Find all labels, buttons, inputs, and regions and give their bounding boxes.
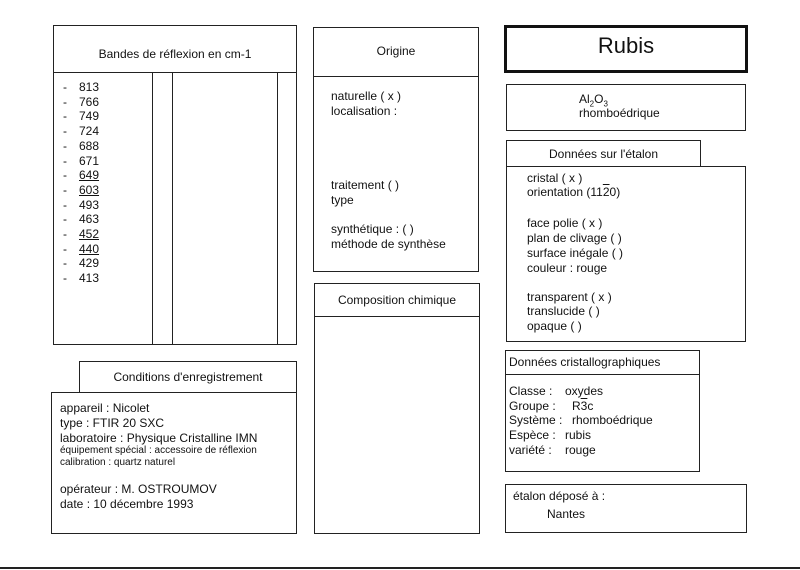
conditions-equipement: équipement spécial : accessoire de réflexion xyxy=(60,445,257,456)
cristallo-classe-label: Classe : xyxy=(509,384,553,398)
band-dash: - xyxy=(63,271,67,286)
band-row xyxy=(63,227,99,242)
conditions-calibration: calibration : quartz naturel xyxy=(60,457,176,468)
band-dash: - xyxy=(63,241,67,256)
cristallo-variete-label: variété : xyxy=(509,443,552,457)
conditions-date: date : 10 décembre 1993 xyxy=(60,497,194,511)
origine-header-divider xyxy=(313,76,479,77)
origine-synthetique: synthétique : ( ) xyxy=(331,222,414,236)
band-row xyxy=(63,139,99,154)
band-dash: - xyxy=(63,109,67,124)
band-row xyxy=(63,198,99,213)
origine-localisation: localisation : xyxy=(331,104,398,118)
mineral-system: rhomboédrique xyxy=(579,106,660,120)
band-dash: - xyxy=(63,80,67,94)
band-value: 688 xyxy=(79,138,100,153)
bands-col-divider-1 xyxy=(152,72,153,345)
band-value: 749 xyxy=(79,109,100,124)
depot-place: Nantes xyxy=(547,507,586,521)
band-dash: - xyxy=(63,256,67,271)
conditions-type: type : FTIR 20 SXC xyxy=(60,416,165,430)
conditions-operateur: opérateur : M. OSTROUMOV xyxy=(60,482,217,496)
band-row xyxy=(63,154,99,169)
etalon-couleur: couleur : rouge xyxy=(527,261,608,275)
bands-title: Bandes de réflexion en cm-1 xyxy=(98,47,252,61)
etalon-title: Données sur l'étalon xyxy=(506,140,701,167)
band-row xyxy=(63,242,99,257)
formula-text: $Al_2O_3$ xyxy=(579,92,608,109)
cristallo-classe-value: oxydes xyxy=(565,384,604,398)
etalon-opaque: opaque ( ) xyxy=(527,319,582,333)
groupe-bar-digit: 3 xyxy=(580,399,588,413)
band-row xyxy=(63,183,99,198)
band-value: 452 xyxy=(79,227,100,242)
bands-col-divider-3 xyxy=(277,72,278,345)
groupe-r: R xyxy=(572,399,581,413)
cristallo-espece-label: Espèce : xyxy=(509,428,556,442)
cristallo-header-divider xyxy=(505,374,700,375)
band-dash: - xyxy=(63,153,67,168)
cristallo-title: Données cristallographiques xyxy=(509,355,661,369)
band-value: 671 xyxy=(79,153,100,168)
band-value: 603 xyxy=(79,182,100,197)
band-value: 813 xyxy=(79,80,100,94)
band-dash: - xyxy=(63,94,67,109)
bottom-rule xyxy=(0,567,800,569)
etalon-translucide: translucide ( ) xyxy=(527,304,600,318)
composition-header-divider xyxy=(314,316,480,317)
band-row xyxy=(63,80,99,95)
band-dash: - xyxy=(63,212,67,227)
etalon-plan-clivage: plan de clivage ( ) xyxy=(527,231,622,245)
band-value: 766 xyxy=(79,94,100,109)
orientation-prefix: orientation (11 xyxy=(527,185,603,199)
band-dash: - xyxy=(63,124,67,139)
conditions-title: Conditions d'enregistrement xyxy=(79,361,297,393)
band-row xyxy=(63,124,99,139)
band-row xyxy=(63,256,99,271)
band-row xyxy=(63,109,99,124)
cristallo-groupe-value xyxy=(572,399,593,414)
origine-naturelle: naturelle ( x ) xyxy=(331,89,402,103)
etalon-face-polie: face polie ( x ) xyxy=(527,216,603,230)
conditions-appareil: appareil : Nicolet xyxy=(60,401,150,415)
origine-methode: méthode de synthèse xyxy=(331,237,446,251)
composition-title: Composition chimique xyxy=(337,293,457,307)
band-value: 724 xyxy=(79,124,100,139)
band-value: 413 xyxy=(79,271,100,286)
band-value: 429 xyxy=(79,256,100,271)
depot-label: étalon déposé à : xyxy=(513,489,606,503)
band-row xyxy=(63,271,99,286)
band-value: 463 xyxy=(79,212,100,227)
mineral-name: Rubis xyxy=(597,33,655,58)
bands-col-divider-2 xyxy=(172,72,173,345)
conditions-laboratoire: laboratoire : Physique Cristalline IMN xyxy=(60,431,258,445)
band-dash: - xyxy=(63,182,67,197)
orientation-suffix: 0) xyxy=(609,185,621,199)
band-row xyxy=(63,95,99,110)
etalon-surface-inegale: surface inégale ( ) xyxy=(527,246,624,260)
cristallo-variete-value: rouge xyxy=(565,443,596,457)
band-row xyxy=(63,212,99,227)
band-row xyxy=(63,168,99,183)
band-value: 440 xyxy=(79,241,100,256)
bands-header-divider xyxy=(53,72,297,73)
cristallo-systeme-label: Système : xyxy=(509,413,563,427)
band-dash: - xyxy=(63,197,67,212)
composition-panel xyxy=(314,283,480,534)
origine-traitement: traitement ( ) xyxy=(331,178,400,192)
etalon-cristal: cristal ( x ) xyxy=(527,171,583,185)
origine-type: type xyxy=(331,193,354,207)
origine-title: Origine xyxy=(376,44,416,58)
bands-list xyxy=(63,80,99,286)
band-value: 493 xyxy=(79,197,100,212)
cristallo-espece-value: rubis xyxy=(565,428,592,442)
groupe-end: c xyxy=(587,399,594,413)
band-dash: - xyxy=(63,227,67,242)
cristallo-systeme-value: rhomboédrique xyxy=(572,413,653,427)
orientation-bar-digit: 2 xyxy=(602,185,610,199)
etalon-transparent: transparent ( x ) xyxy=(527,290,612,304)
band-value: 649 xyxy=(79,168,100,183)
cristallo-groupe-label: Groupe : xyxy=(509,399,556,413)
band-dash: - xyxy=(63,138,67,153)
band-dash: - xyxy=(63,168,67,183)
etalon-orientation xyxy=(527,185,620,200)
